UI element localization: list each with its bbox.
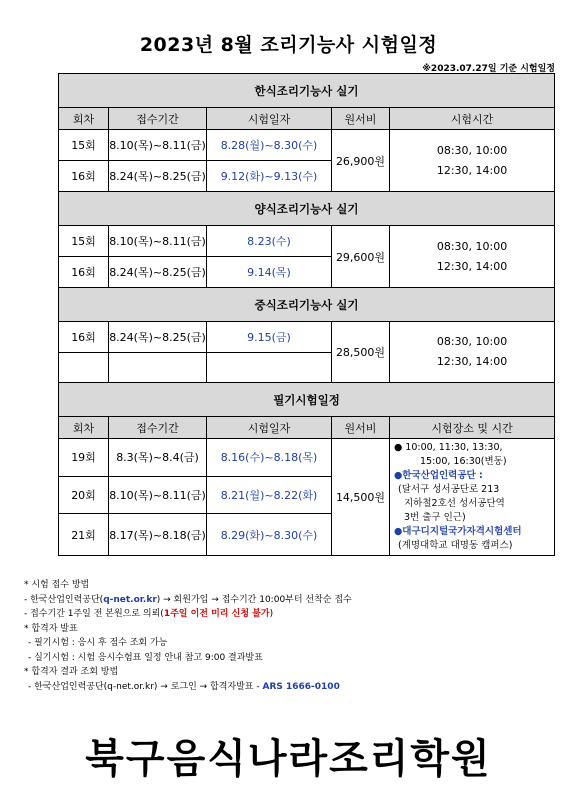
- date-cell: 8.23(수): [207, 226, 332, 257]
- time-line: 08:30, 10:00: [436, 239, 508, 253]
- section-header-western: [59, 192, 555, 226]
- place-address: 3번 출구 인근): [404, 512, 466, 523]
- round-cell: 15회: [59, 130, 109, 161]
- period-cell: 8.24(목)~8.25(금): [109, 161, 207, 192]
- period-cell: 8.3(목)~8.4(금): [109, 439, 207, 477]
- note-text: ): [269, 609, 274, 619]
- qnet-link[interactable]: q-net.or.kr: [103, 594, 157, 605]
- time-line: 12:30, 14:00: [436, 355, 508, 368]
- section-header-korean: [59, 74, 555, 108]
- date-cell: 8.21(월)~8.22(화): [207, 476, 332, 514]
- fee-cell: 14,500원: [332, 439, 390, 556]
- note-line: - 실기시험 : 시험 응시수험표 일정 안내 참고 9:00 결과발표: [28, 652, 263, 663]
- round-cell: 21회: [59, 514, 109, 556]
- round-cell: 16회: [59, 161, 109, 192]
- date-cell: 9.12(화)~9.13(수): [207, 161, 332, 192]
- section-title: 필기시험일정: [59, 383, 555, 417]
- place-name: ●한국산업인력공단 :: [394, 470, 483, 481]
- col-time: 시험시간: [390, 108, 555, 130]
- round-cell: 19회: [59, 439, 109, 477]
- empty-cell: [59, 353, 109, 383]
- round-cell: 16회: [59, 322, 109, 353]
- section-title: 중식조리기능사 실기: [59, 288, 555, 322]
- time-cell: [390, 226, 555, 288]
- round-cell: 16회: [59, 257, 109, 288]
- empty-cell: [207, 353, 332, 383]
- note-text: - 한국산업인력공단(: [24, 594, 104, 605]
- table-row: [59, 439, 555, 477]
- col-period: 접수기간: [109, 417, 207, 439]
- section-title: 한식조리기능사 실기: [59, 74, 555, 108]
- note-text: ) → 회원가입 → 접수기간 10:00부터 선착순 접수: [156, 594, 352, 605]
- note-line: [24, 680, 352, 695]
- written-times-line: ● 10:00, 11:30, 13:30,: [394, 442, 503, 453]
- period-cell: 8.10(목)~8.11(금): [109, 476, 207, 514]
- fee-cell: 29,600원: [332, 226, 390, 288]
- period-cell: 8.10(목)~8.11(금): [109, 226, 207, 257]
- warning-text: 1주일 이전 미리 신청 불가: [163, 609, 270, 619]
- section-title: 양식조리기능사 실기: [59, 192, 555, 226]
- time-line: 08:30, 10:00: [436, 143, 508, 157]
- col-fee: 원서비: [332, 108, 390, 130]
- notes-block: [24, 578, 352, 694]
- date-cell: 8.16(수)~8.18(목): [207, 439, 332, 477]
- fee-cell: 26,900원: [332, 130, 390, 192]
- date-cell: 9.14(목): [207, 257, 332, 288]
- period-cell: 8.24(목)~8.25(금): [109, 257, 207, 288]
- place-address: (달서구 성서공단로 213: [398, 484, 500, 495]
- column-header-row: [59, 108, 555, 130]
- empty-cell: [109, 353, 207, 383]
- round-cell: 20회: [59, 476, 109, 514]
- period-cell: 8.24(목)~8.25(금): [109, 322, 207, 353]
- note-line: * 합격자 발표: [24, 623, 78, 634]
- time-line: 12:30, 14:00: [436, 259, 508, 273]
- note-text: - 한국산업인력공단(q-net.or.kr) → 로그인 → 합격자발표 -: [28, 681, 263, 692]
- note-line: [24, 593, 352, 608]
- col-period: 접수기간: [109, 108, 207, 130]
- col-place-time: 시험장소 및 시간: [390, 417, 555, 439]
- time-line: 08:30, 10:00: [436, 335, 508, 348]
- page-title: 2023년 8월 조리기능사 시험일정: [139, 34, 438, 56]
- col-date: 시험일자: [207, 108, 332, 130]
- section-header-written: [59, 383, 555, 417]
- place-address: (계명대학교 대명동 캠퍼스): [398, 540, 513, 551]
- table-row: [59, 322, 555, 353]
- ars-number: ARS 1666-0100: [262, 681, 340, 692]
- note-line: [24, 607, 352, 622]
- date-cell: 9.15(금): [207, 322, 332, 353]
- note-text: - 접수기간 1주일 전 본원으로 의뢰(: [24, 609, 164, 619]
- column-header-row: [59, 417, 555, 439]
- col-fee: 원서비: [332, 417, 390, 439]
- date-cell: 8.28(월)~8.30(수): [207, 130, 332, 161]
- section-header-chinese: [59, 288, 555, 322]
- col-date: 시험일자: [207, 417, 332, 439]
- note-line: * 합격자 결과 조회 방법: [24, 667, 119, 677]
- note-line: * 시험 접수 방법: [24, 580, 90, 590]
- place-time-cell: [390, 439, 555, 556]
- period-cell: 8.10(목)~8.11(금): [109, 130, 207, 161]
- time-cell: [390, 130, 555, 192]
- round-cell: 15회: [59, 226, 109, 257]
- schedule-table: [58, 73, 555, 556]
- col-round: 회차: [59, 417, 109, 439]
- place-name: ●대구디지털국가자격시험센터: [394, 526, 522, 537]
- period-cell: 8.17(목)~8.18(금): [109, 514, 207, 556]
- written-times-line: 15:00, 16:30(변동): [420, 456, 507, 467]
- col-round: 회차: [59, 108, 109, 130]
- time-cell: [390, 322, 555, 383]
- note-line: - 필기시험 : 응시 후 점수 조회 가능: [28, 638, 168, 648]
- date-cell: 8.29(화)~8.30(수): [207, 514, 332, 556]
- academy-name: 북구음식나라조리학원: [85, 736, 492, 782]
- basis-date-note: ※2023.07.27일 기준 시험일정: [422, 64, 555, 74]
- place-address: 지하철2호선 성서공단역: [404, 498, 505, 509]
- fee-cell: 28,500원: [332, 322, 390, 383]
- time-line: 12:30, 14:00: [436, 163, 508, 177]
- table-row: [59, 130, 555, 161]
- table-row: [59, 226, 555, 257]
